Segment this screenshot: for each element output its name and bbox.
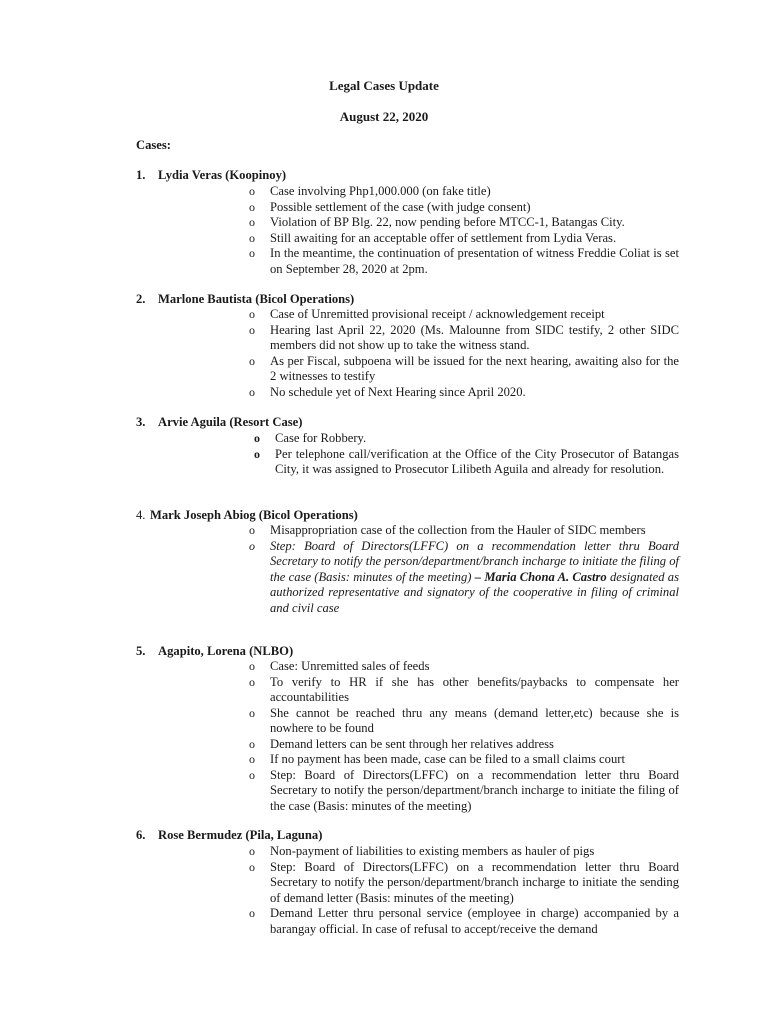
list-item: o Case of Unremitted provisional receipt / acknowledgement receipt (249, 307, 605, 321)
list-item: o Hearing last April 22, 2020 (Ms. Malounne from SIDC testify, 2 other SIDC members did not show up to take the witness stand. (249, 322, 679, 352)
bullet-marker: o (249, 199, 255, 214)
case-5-bullets (249, 659, 679, 814)
case-number: 4. (136, 508, 146, 522)
list-item: o Per telephone call/verification at the Office of the City Prosecutor of Batangas City, it was assigned to Prosecutor Lilibeth Aguila and already for resolution. (254, 446, 679, 476)
case-6-heading (136, 828, 322, 844)
case-title: Arvie Aguila (Resort Case) (158, 415, 303, 429)
list-item: o No schedule yet of Next Hearing since April 2020. (249, 384, 526, 399)
bullet-marker: o (249, 353, 255, 368)
list-item: o Step: Board of Directors(LFFC) on a recommendation letter thru Board Secretary to notify the person/department/branch incharge to initiate the filing of the case (Basis: minutes of the meeting) – Maria Chona A. Castro designated as authorized representative and signatory of the cooperative in filing of criminal and civil case (249, 538, 680, 615)
case-3-bullets (254, 431, 679, 478)
case-title: Lydia Veras (Koopinoy) (158, 168, 287, 182)
bullet-marker: o (254, 446, 260, 461)
bullet-marker: o (249, 767, 255, 782)
case-2-bullets (249, 307, 679, 400)
representative-name: – Maria Chona A. Castro (474, 569, 607, 584)
case-number: 3. (136, 415, 146, 429)
list-item: o To verify to HR if she has other benefits/paybacks to compensate her accountabilities (249, 674, 679, 704)
list-item: o She cannot be reached thru any means (demand letter,etc) because she is nowhere to be found (249, 705, 679, 735)
case-5-heading (136, 644, 293, 660)
list-item: o Still awaiting for an acceptable offer of settlement from Lydia Veras. (249, 230, 617, 245)
case-4-bullets (249, 523, 679, 616)
list-item: o If no payment has been made, case can be filed to a small claims court (249, 752, 625, 766)
list-item: o Demand letters can be sent through her relatives address (249, 736, 554, 751)
list-item: o Misappropriation case of the collection from the Hauler of SIDC members (249, 523, 646, 537)
bullet-marker: o (249, 705, 255, 720)
list-item: o As per Fiscal, subpoena will be issued for the next hearing, awaiting also for the 2 witnesses to testify (249, 353, 679, 383)
bullet-marker: o (249, 246, 255, 260)
case-number: 5. (136, 644, 146, 658)
bullet-marker: o (249, 307, 255, 321)
bullet-marker: o (249, 322, 255, 337)
case-title: Rose Bermudez (Pila, Laguna) (158, 828, 323, 842)
list-item: o Possible settlement of the case (with judge consent) (249, 199, 531, 214)
bullet-marker: o (249, 736, 255, 751)
case-4-heading (136, 508, 358, 524)
bullet-marker: o (249, 215, 255, 229)
list-item: o In the meantime, the continuation of presentation of witness Freddie Coliat is set on September 28, 2020 at 2pm. (249, 246, 679, 276)
bullet-marker: o (249, 230, 255, 245)
bullet-marker: o (249, 752, 255, 766)
bullet-marker: o (249, 659, 255, 673)
bullet-marker: o (249, 674, 255, 689)
list-item: o Non-payment of liabilities to existing members as hauler of pigs (249, 844, 595, 858)
case-1-heading (136, 168, 286, 184)
list-item: o Case: Unremitted sales of feeds (249, 659, 430, 673)
list-item: o Step: Board of Directors(LFFC) on a recommendation letter thru Board Secretary to notify the person/department/branch incharge to initiate the sending of demand letter (Basis: minutes of the meeting) (249, 859, 679, 905)
bullet-marker: o (249, 844, 255, 858)
document-date: August 22, 2020 (339, 109, 429, 124)
case-number: 6. (136, 828, 146, 842)
case-title: Marlone Bautista (Bicol Operations) (158, 292, 355, 306)
list-item: o Case involving Php1,000.000 (on fake title) (249, 184, 491, 198)
bullet-marker: o (249, 184, 255, 198)
case-number: 2. (136, 292, 146, 306)
list-item: o Case for Robbery. (254, 431, 367, 445)
case-number: 1. (136, 168, 146, 182)
bullet-marker: o (249, 523, 255, 537)
case-3-heading (136, 415, 302, 431)
case-2-heading (136, 292, 354, 308)
bullet-marker: o (254, 431, 260, 445)
case-title: Mark Joseph Abiog (Bicol Operations) (150, 508, 358, 522)
case-1-bullets (249, 184, 679, 277)
case-6-bullets (249, 844, 679, 937)
bullet-marker: o (249, 538, 255, 553)
list-item: o Step: Board of Directors(LFFC) on a recommendation letter thru Board Secretary to notify the person/department/branch incharge to initiate the filing of the case (Basis: minutes of the meeting) (249, 767, 679, 813)
bullet-marker: o (249, 384, 255, 399)
bullet-marker: o (249, 859, 255, 874)
document-title: Legal Cases Update (329, 78, 439, 93)
cases-label: Cases: (136, 138, 171, 152)
list-item: o Demand Letter thru personal service (employee in charge) accompanied by a barangay official. In case of refusal to accept/receive the demand (249, 906, 679, 936)
bullet-marker: o (249, 906, 255, 920)
list-item: o Violation of BP Blg. 22, now pending before MTCC-1, Batangas City. (249, 215, 625, 229)
case-title: Agapito, Lorena (NLBO) (158, 644, 294, 658)
